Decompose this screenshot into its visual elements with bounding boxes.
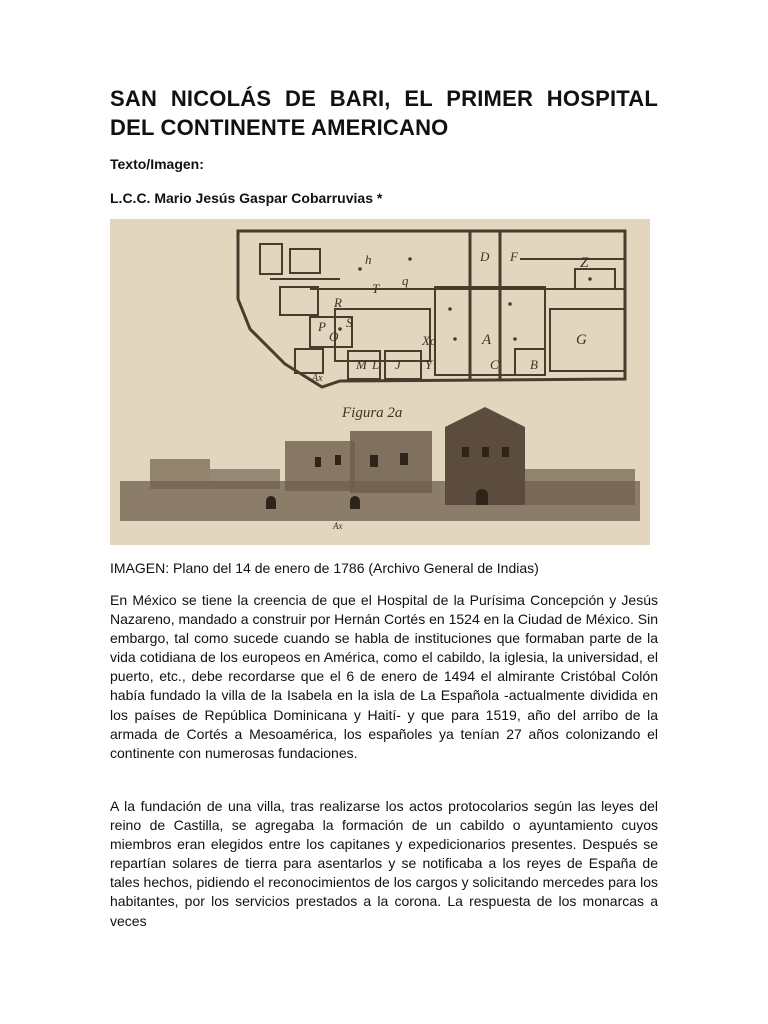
- body-paragraph-1: En México se tiene la creencia de que el Hospital de la Purísima Concepción y Jesús Nazareno, mandado a construir por Hernán Cortés en 1524 en la Ciudad de México. Sin embargo, tal como sucede cuando se habla de instituciones que formaban parte de la vida cotidiana de los europeos en América, como el cabildo, la iglesia, la universidad, el puerto, etc., debe recordarse que el 6 de enero de 1494 el almirante Cristóbal Colón había fundado la villa de la Isabela en la isla de La Española -actualmente dividida en los países de República Dominicana y Haití- y que para 1519, año del arribo de la armada de Cortés a Mesoamérica, los españoles ya tenían 27 años colonizando el continente con numerosas fundaciones.: [110, 592, 658, 761]
- plan-label-m: M: [356, 357, 367, 372]
- plan-label-l: L: [372, 357, 380, 372]
- document-title: SAN NICOLÁS DE BARI, EL PRIMER HOSPITAL DEL CONTINENTE AMERICANO: [110, 86, 658, 140]
- plan-label-c: C: [490, 357, 499, 372]
- plan-label-d: D: [480, 249, 490, 264]
- plan-label-h: h: [365, 252, 372, 267]
- plan-label-j: J: [395, 357, 401, 372]
- credit-label: Texto/Imagen:: [110, 156, 204, 172]
- plan-label-q: q: [402, 273, 409, 288]
- plan-label-o: O: [329, 329, 339, 344]
- plan-label-p: P: [318, 319, 326, 334]
- plan-label-ax: Ax: [312, 373, 323, 384]
- plan-label-f: F: [510, 249, 518, 264]
- plan-label-s: S: [346, 315, 353, 330]
- image-caption: IMAGEN: Plano del 14 de enero de 1786 (Archivo General de Indias): [110, 560, 539, 576]
- plan-label-z: Z: [580, 255, 589, 271]
- plan-label-g: G: [576, 332, 587, 348]
- historical-plan-image: [110, 219, 650, 545]
- author-line: L.C.C. Mario Jesús Gaspar Cobarruvias *: [110, 190, 383, 206]
- plan-label-a: A: [482, 332, 492, 348]
- plan-drawing: [110, 219, 650, 545]
- plan-label-y: Y: [425, 357, 433, 372]
- elevation-mark: Ax: [333, 521, 343, 531]
- elevation-label: Figura 2a: [342, 405, 403, 421]
- plan-label-t: T: [372, 281, 380, 296]
- plan-label-r: R: [334, 295, 342, 310]
- body-paragraph-2: A la fundación de una villa, tras realizarse los actos protocolarios según las leyes del reino de Castilla, se agregaba la formación de un cabildo o ayuntamiento cuyos miembros eran elegidos entre los capitanes y expedicionarios presentes. Después se repartían solares de tierra para asentarlos y se notificaba a los reyes de España de tales hechos, pidiendo el reconocimientos de los cargos y solicitando mercedes para los habitantes, por los servicios prestados a la corona. La respuesta de los monarcas a veces: [110, 798, 658, 929]
- plan-label-xo: Xo: [422, 333, 437, 348]
- plan-label-b: B: [530, 357, 538, 372]
